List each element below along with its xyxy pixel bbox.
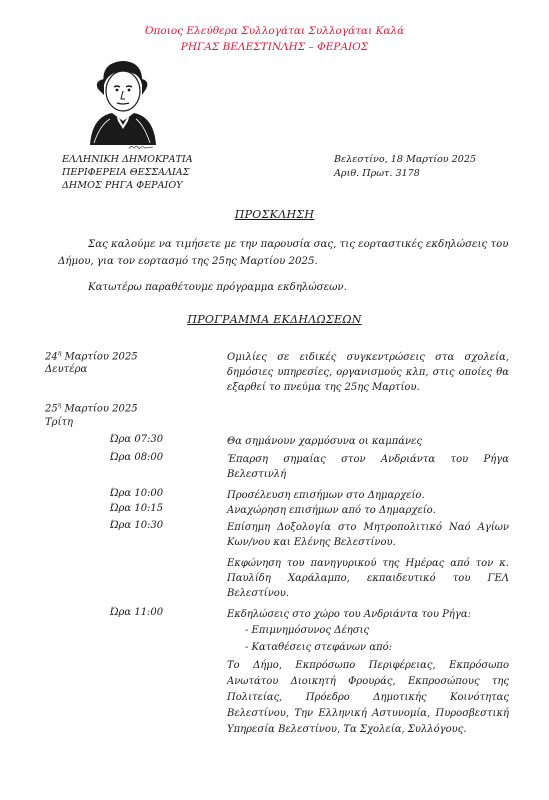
issuer-line: ΔΗΜΟΣ ΡΗΓΑ ΦΕΡΑΙΟΥ — [62, 180, 183, 191]
issuer-block — [62, 153, 193, 192]
event-text: Προσέλευση επισήμων στο Δημαρχείο. — [227, 490, 425, 501]
event-text: Θα σημάνουν χαρμόσυνα οι καμπάνες — [227, 436, 423, 447]
intro-line: Δήμου, για τον εορτασμό της 25ης Μαρτίου 2025. — [58, 256, 318, 267]
document-title: ΠΡΟΣΚΛΗΣΗ — [234, 208, 315, 221]
issuer-line: ΠΕΡΙΦΕΡΕΙΑ ΘΕΣΣΑΛΙΑΣ — [62, 167, 190, 178]
day2-rest: Μαρτίου 2025 — [61, 403, 138, 415]
event-text: Εκδηλώσεις στο χώρο του Ανδριάντα του Ρήγα: — [227, 609, 471, 620]
portrait-signature — [128, 143, 154, 151]
day1-weekday: Δευτέρα — [45, 364, 88, 375]
event-time: Ώρα 11:00 — [110, 607, 164, 618]
place-date: Βελεστίνο, 18 Μαρτίου 2025 — [334, 154, 477, 165]
day2-sup: η — [57, 402, 62, 409]
day2-weekday: Τρίτη — [45, 417, 73, 428]
portrait-logo — [86, 55, 158, 147]
day1-rest: Μαρτίου 2025 — [61, 351, 138, 363]
bullet-item: - Επιμνημόσυνος Δέησις — [245, 625, 370, 636]
event-time: Ώρα 07:30 — [110, 434, 164, 445]
event-time: Ώρα 10:15 — [110, 503, 164, 514]
day2-num: 25 — [45, 403, 58, 415]
event-time: Ώρα 10:00 — [110, 488, 164, 499]
intro-line: Κατωτέρω παραθέτουμε πρόγραμμα εκδηλώσεων. — [88, 282, 347, 293]
bullet-item: - Καταθέσεις στεφάνων από: — [245, 642, 393, 653]
event-text: Εκφώνηση του πανηγυρικού της Ημέρας από τον κ. Παυλίδη Χαράλαμπο, εκπαιδευτικό του ΓΕΛ Βελεστίνου. — [227, 558, 509, 599]
intro-line: Σας καλούμε να τιμήσετε με την παρουσία σας, τις εορταστικές εκδηλώσεις του — [88, 239, 509, 250]
day2-date — [45, 398, 138, 416]
date-block — [334, 153, 476, 181]
program-title: ΠΡΟΓΡΑΜΜΑ ΕΚΔΗΛΩΣΕΩΝ — [187, 313, 362, 326]
day1-num: 24 — [45, 351, 58, 363]
event-time: Ώρα 08:00 — [110, 452, 164, 463]
event-text: Έπαρση σημαίας στον Ανδριάντα του Ρήγα Βελεστινλή — [227, 454, 509, 480]
event-text: Επίσημη Δοξολογία στο Μητροπολιτικό Ναό Αγίων Κων/νου και Ελένης Βελεστίνου. — [227, 522, 509, 548]
issuer-line: ΕΛΛΗΝΙΚΗ ΔΗΜΟΚΡΑΤΙΑ — [62, 154, 193, 165]
protocol-number: Αριθ. Πρωτ. 3178 — [334, 168, 420, 179]
event-text: Αναχώρηση επισήμων από το Δημαρχείο. — [227, 505, 436, 516]
association-name: ΡΗΓΑΣ ΒΕΛΕΣΤΙΝΛΗΣ – ΦΕΡΑΙΟΣ — [180, 41, 369, 53]
day1-description: Ομιλίες σε ειδικές συγκεντρώσεις στα σχολεία, δημόσιες υπηρεσίες, οργανισμούς κλπ, στις οποίες θα εξαρθεί το πνεύμα της 25ης Μαρτίου. — [227, 352, 509, 393]
motto: Όποιος Ελεύθερα Συλλογάται Συλλογάται Καλά — [144, 25, 405, 37]
event-time: Ώρα 10:30 — [110, 520, 164, 531]
day1-sup: η — [57, 350, 62, 357]
wreath-list: Το Δήμο, Εκπρόσωπο Περιφέρειας, Εκπρόσωπο Ανωτάτου Διοικητή Φρουράς, Εκπροσώπους της Πολιτείας, Πρόεδρο Δημοτικής Κοινότητας Βελεστίνου, Την Ελληνική Αστυνομία, Πυροσβεστική Υπηρεσία Βελεστίνου, Τα Σχολεία, Συλλόγους. — [227, 660, 509, 735]
